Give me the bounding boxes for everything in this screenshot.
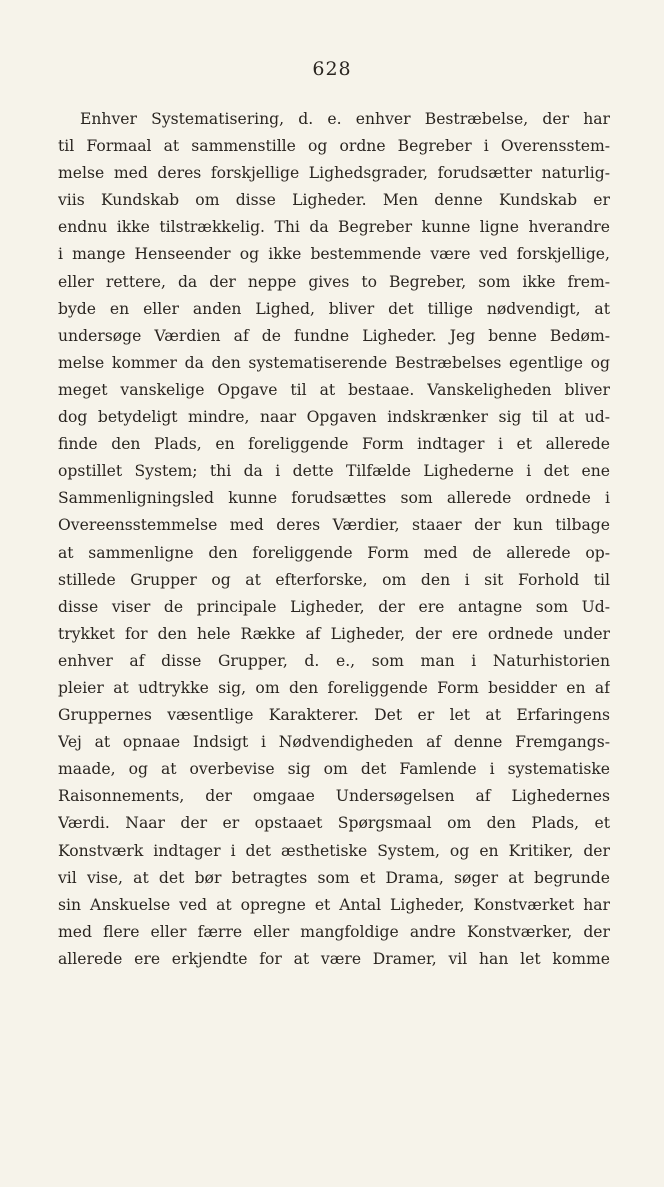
text-line: viis Kundskab om disse Ligheder. Men denne Kundskab er	[58, 191, 610, 210]
text-line: endnu ikke tilstrækkelig. Thi da Begreber kunne ligne hverandre	[58, 218, 610, 237]
text-line: opstillet System; thi da i dette Tilfælde Lighederne i det ene	[58, 462, 610, 481]
text-line: til Formaal at sammenstille og ordne Begreber i Overensstem-	[58, 137, 610, 156]
text-line: Enhver Systematisering, d. e. enhver Bestræbelse, der har	[80, 110, 610, 128]
text-line: Raisonnements, der omgaae Undersøgelsen af Lighedernes	[58, 787, 610, 806]
text-line: Overeensstemmelse med deres Værdier, staaer der kun tilbage	[58, 516, 610, 535]
text-line: meget vanskelige Opgave til at bestaae. Vanskeligheden bliver	[58, 380, 610, 399]
text-line: Konstværk indtager i det æsthetiske System, og en Kritiker, der	[58, 841, 610, 860]
text-line: finde den Plads, en foreliggende Form indtager i et allerede	[58, 435, 610, 454]
text-line: enhver af disse Grupper, d. e., som man i Naturhistorien	[58, 651, 610, 670]
text-line: vil vise, at det bør betragtes som et Drama, søger at begrunde	[58, 868, 610, 887]
text-line: melse med deres forskjellige Lighedsgrader, forudsætter naturlig-	[58, 164, 610, 183]
text-line: i mange Henseender og ikke bestemmende være ved forskjellige,	[58, 245, 610, 264]
text-line: maade, og at overbevise sig om det Famlende i systematiske	[58, 760, 610, 779]
text-line: Vej at opnaae Indsigt i Nødvendigheden af denne Fremgangs-	[58, 733, 610, 752]
text-line: melse kommer da den systematiserende Bestræbelses egentlige og	[58, 353, 610, 372]
text-line: stillede Grupper og at efterforske, om den i sit Forhold til	[58, 570, 610, 589]
text-line: allerede ere erkjendte for at være Dramer, vil han let komme	[58, 949, 610, 968]
page-number: 628	[312, 58, 352, 80]
text-line: undersøge Værdien af de fundne Ligheder. Jeg benne Bedøm-	[58, 326, 610, 345]
text-line: sin Anskuelse ved at opregne et Antal Ligheder, Konstværket har	[58, 895, 610, 914]
text-line: pleier at udtrykke sig, om den foreliggende Form besidder en af	[58, 678, 610, 697]
text-line: Værdi. Naar der er opstaaet Spørgsmaal om den Plads, et	[58, 814, 610, 833]
text-line: dog betydeligt mindre, naar Opgaven indskrænker sig til at ud-	[58, 408, 610, 427]
text-line: byde en eller anden Lighed, bliver det tillige nødvendigt, at	[58, 299, 610, 318]
text-line: med flere eller færre eller mangfoldige andre Konstværker, der	[58, 922, 610, 941]
body-text	[58, 106, 610, 973]
text-line: Gruppernes væsentlige Karakterer. Det er let at Erfaringens	[58, 706, 610, 725]
text-line: Sammenligningsled kunne forudsættes som allerede ordnede i	[58, 489, 610, 508]
text-line: eller rettere, da der neppe gives to Begreber, som ikke frem-	[58, 272, 610, 291]
text-line: disse viser de principale Ligheder, der ere antagne som Ud-	[58, 597, 610, 616]
text-line: at sammenligne den foreliggende Form med de allerede op-	[58, 543, 610, 562]
text-line: trykket for den hele Række af Ligheder, der ere ordnede under	[58, 624, 610, 643]
